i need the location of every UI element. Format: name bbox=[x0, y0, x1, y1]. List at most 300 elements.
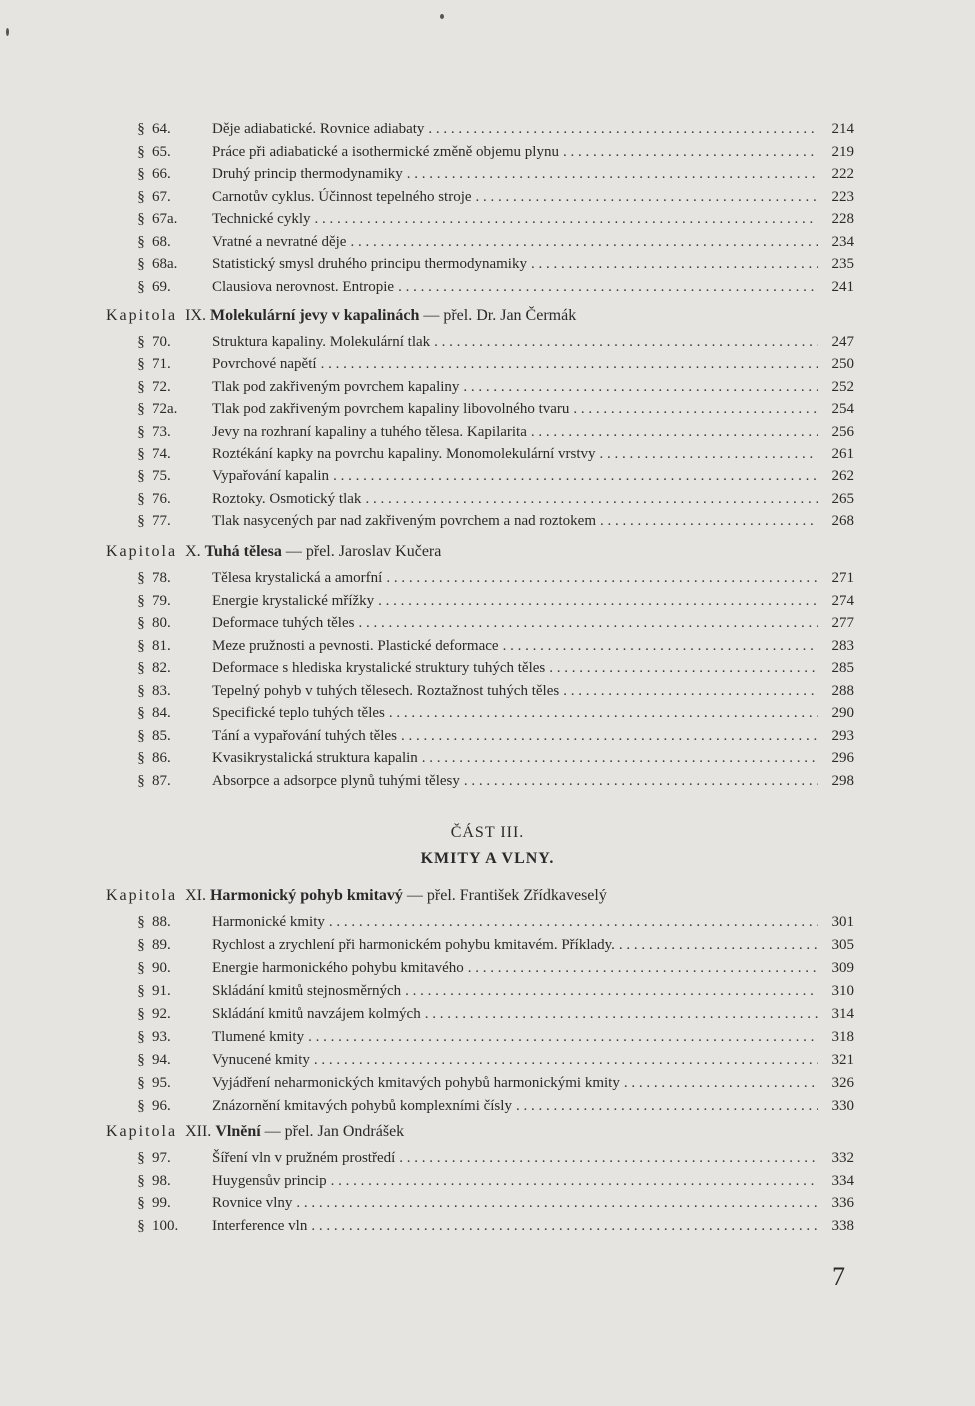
toc-entry bbox=[0, 208, 975, 230]
toc-entry bbox=[0, 1026, 975, 1048]
section-mark: § bbox=[137, 401, 145, 418]
toc-entry bbox=[0, 186, 975, 208]
entry-row bbox=[212, 1026, 854, 1048]
entry-row bbox=[212, 657, 854, 679]
entry-page: 214 bbox=[831, 121, 854, 137]
entry-page: 285 bbox=[831, 660, 854, 676]
entry-row bbox=[212, 465, 854, 487]
section-mark: § bbox=[137, 1150, 145, 1166]
section-number bbox=[130, 911, 200, 933]
entry-page: 321 bbox=[831, 1052, 854, 1068]
entry-title: Specifické teplo tuhých těles bbox=[212, 705, 385, 721]
dot-leader bbox=[425, 1003, 818, 1025]
section-num: 90. bbox=[152, 960, 171, 976]
dot-leader bbox=[378, 590, 818, 612]
dot-leader bbox=[549, 657, 818, 679]
entry-row bbox=[212, 231, 854, 253]
entry-title: Energie harmonického pohybu kmitavého bbox=[212, 960, 464, 976]
entry-row bbox=[212, 911, 854, 933]
chapter-title: Molekulární jevy v kapalinách bbox=[209, 307, 420, 324]
entry-title: Energie krystalické mřížky bbox=[212, 592, 375, 609]
section-num: 78. bbox=[152, 570, 171, 586]
entry-row bbox=[212, 702, 854, 724]
section-number bbox=[130, 612, 200, 634]
entry-title: Rovnice vlny bbox=[212, 1195, 293, 1211]
entry-row bbox=[212, 567, 854, 589]
print-speck bbox=[6, 28, 9, 36]
dot-leader bbox=[531, 421, 818, 443]
toc-entry bbox=[0, 590, 975, 612]
dot-leader bbox=[531, 253, 818, 275]
dot-leader bbox=[358, 612, 818, 634]
entry-row bbox=[212, 612, 854, 634]
entry-title: Huygensův princip bbox=[212, 1172, 327, 1189]
chapter-translator: — přel. Jan Ondrášek bbox=[264, 1123, 405, 1140]
entry-page: 268 bbox=[831, 513, 854, 530]
section-mark: § bbox=[137, 233, 145, 250]
section-mark: § bbox=[137, 682, 145, 699]
part-label: ČÁST III. bbox=[450, 824, 525, 841]
toc-entry bbox=[0, 331, 975, 353]
entry-row bbox=[212, 276, 854, 298]
toc-entry bbox=[0, 680, 975, 702]
entry-title: Druhý princip thermodynamiky bbox=[212, 166, 403, 182]
entry-title: Deformace s hlediska krystalické struktury tuhých těles bbox=[212, 660, 546, 676]
section-mark: § bbox=[137, 592, 145, 609]
entry-row bbox=[212, 934, 854, 956]
entry-page: 261 bbox=[831, 446, 854, 462]
dot-leader bbox=[573, 398, 818, 420]
section-number bbox=[130, 657, 200, 679]
section-number bbox=[130, 443, 200, 465]
entry-page: 298 bbox=[831, 772, 854, 789]
chapter-label: Kapitola bbox=[106, 307, 178, 324]
entry-title: Statistický smysl druhého principu thermodynamiky bbox=[212, 256, 527, 272]
section-number bbox=[130, 118, 200, 140]
entry-page: 330 bbox=[831, 1098, 854, 1114]
section-num: 72. bbox=[152, 378, 171, 395]
section-number bbox=[130, 725, 200, 747]
entry-row bbox=[212, 1147, 854, 1169]
dot-leader bbox=[563, 141, 818, 163]
chapter-label: Kapitola bbox=[106, 1123, 178, 1140]
toc-entry bbox=[0, 353, 975, 375]
dot-leader bbox=[600, 510, 818, 532]
section-mark: § bbox=[137, 1195, 145, 1211]
section-num: 67. bbox=[152, 188, 171, 205]
toc-entry bbox=[0, 1049, 975, 1071]
toc-entry bbox=[0, 980, 975, 1002]
section-mark: § bbox=[137, 334, 145, 350]
entry-page: 219 bbox=[831, 143, 854, 160]
entry-page: 301 bbox=[831, 914, 854, 930]
entry-title: Meze pružnosti a pevnosti. Plastické deformace bbox=[212, 637, 499, 654]
section-mark: § bbox=[137, 705, 145, 721]
entry-row bbox=[212, 118, 854, 140]
section-mark: § bbox=[137, 256, 145, 272]
dot-leader bbox=[398, 276, 818, 298]
section-mark: § bbox=[137, 513, 145, 530]
entry-row bbox=[212, 376, 854, 398]
entry-row bbox=[212, 957, 854, 979]
dot-leader bbox=[365, 488, 818, 510]
section-mark: § bbox=[137, 750, 145, 766]
section-number bbox=[130, 276, 200, 298]
section-num: 92. bbox=[152, 1006, 171, 1022]
toc-entry bbox=[0, 1192, 975, 1214]
section-number bbox=[130, 1026, 200, 1048]
dot-leader bbox=[624, 1072, 818, 1094]
entry-title: Deformace tuhých těles bbox=[212, 615, 355, 631]
entry-page: 309 bbox=[831, 960, 854, 976]
entry-title: Vynucené kmity bbox=[212, 1052, 310, 1068]
entry-title: Vratné a nevratné děje bbox=[212, 233, 347, 250]
section-number bbox=[130, 510, 200, 532]
toc-entry bbox=[0, 276, 975, 298]
section-num: 97. bbox=[152, 1150, 171, 1166]
entry-page: 326 bbox=[831, 1075, 854, 1091]
entry-page: 254 bbox=[831, 401, 854, 418]
entry-page: 271 bbox=[831, 570, 854, 586]
section-mark: § bbox=[137, 143, 145, 160]
dot-leader bbox=[428, 118, 818, 140]
entry-title: Jevy na rozhraní kapaliny a tuhého tělesa. Kapilarita bbox=[212, 423, 527, 440]
section-number bbox=[130, 353, 200, 375]
entry-title: Tlak pod zakřiveným povrchem kapaliny bbox=[212, 378, 460, 395]
section-mark: § bbox=[137, 1029, 145, 1045]
entry-page: 252 bbox=[831, 378, 854, 395]
section-num: 74. bbox=[152, 446, 171, 462]
entry-title: Technické cykly bbox=[212, 211, 311, 227]
section-number bbox=[130, 1147, 200, 1169]
entry-page: 314 bbox=[831, 1006, 854, 1022]
dot-leader bbox=[516, 1095, 818, 1117]
entry-page: 338 bbox=[831, 1217, 854, 1234]
entry-title: Tlak pod zakřiveným povrchem kapaliny libovolného tvaru bbox=[212, 401, 570, 418]
entry-title: Povrchové napětí bbox=[212, 356, 317, 373]
section-num: 89. bbox=[152, 937, 171, 953]
dot-leader bbox=[468, 957, 818, 979]
entry-page: 247 bbox=[831, 334, 854, 350]
section-number bbox=[130, 1192, 200, 1214]
entry-row bbox=[212, 725, 854, 747]
section-mark: § bbox=[137, 615, 145, 631]
entry-page: 296 bbox=[831, 750, 854, 766]
entry-title: Tlumené kmity bbox=[212, 1029, 305, 1045]
section-number bbox=[130, 141, 200, 163]
chapter-heading-xii bbox=[106, 1120, 404, 1144]
section-mark: § bbox=[137, 1217, 145, 1234]
entry-row bbox=[212, 1095, 854, 1117]
section-number bbox=[130, 186, 200, 208]
toc-entry bbox=[0, 141, 975, 163]
toc-entry bbox=[0, 118, 975, 140]
toc-entry bbox=[0, 1072, 975, 1094]
toc-entry bbox=[0, 1147, 975, 1169]
dot-leader bbox=[331, 1170, 818, 1192]
toc-entry bbox=[0, 398, 975, 420]
toc-entry bbox=[0, 770, 975, 792]
chapter-translator: — přel. Jaroslav Kučera bbox=[285, 543, 442, 560]
dot-leader bbox=[386, 567, 818, 589]
entry-row bbox=[212, 635, 854, 657]
section-number bbox=[130, 465, 200, 487]
section-num: 64. bbox=[152, 121, 171, 137]
toc-entry bbox=[0, 443, 975, 465]
section-num: 94. bbox=[152, 1052, 171, 1068]
chapter-title: Vlnění bbox=[215, 1123, 261, 1140]
section-mark: § bbox=[137, 423, 145, 440]
entry-title: Tání a vypařování tuhých těles bbox=[212, 727, 397, 744]
dot-leader bbox=[464, 770, 818, 792]
section-mark: § bbox=[137, 356, 145, 373]
dot-leader bbox=[311, 1215, 818, 1237]
section-mark: § bbox=[137, 914, 145, 930]
section-mark: § bbox=[137, 727, 145, 744]
dot-leader bbox=[434, 331, 818, 353]
toc-entry bbox=[0, 1215, 975, 1237]
section-mark: § bbox=[137, 188, 145, 205]
entry-title: Práce při adiabatické a isothermické změně objemu plynu bbox=[212, 143, 559, 160]
dot-leader bbox=[422, 747, 818, 769]
toc-entry bbox=[0, 612, 975, 634]
chapter-heading-x bbox=[106, 540, 441, 564]
section-num: 77. bbox=[152, 513, 171, 530]
chapter-title: Tuhá tělesa bbox=[204, 543, 282, 560]
section-number bbox=[130, 1072, 200, 1094]
toc-entry bbox=[0, 253, 975, 275]
section-number bbox=[130, 747, 200, 769]
dot-leader bbox=[315, 208, 819, 230]
toc-entry bbox=[0, 1095, 975, 1117]
entry-row bbox=[212, 747, 854, 769]
dot-leader bbox=[321, 353, 818, 375]
entry-page: 336 bbox=[831, 1195, 854, 1211]
section-mark: § bbox=[137, 1172, 145, 1189]
section-number bbox=[130, 567, 200, 589]
entry-title: Rychlost a zrychlení při harmonickém pohybu kmitavém. Příklady. bbox=[212, 937, 615, 953]
section-num: 82. bbox=[152, 660, 171, 676]
toc-entry bbox=[0, 657, 975, 679]
dot-leader bbox=[503, 635, 818, 657]
toc-entry bbox=[0, 747, 975, 769]
chapter-heading-ix bbox=[106, 304, 576, 328]
section-number bbox=[130, 163, 200, 185]
entry-page: 234 bbox=[831, 233, 854, 250]
section-num: 79. bbox=[152, 592, 171, 609]
section-number bbox=[130, 253, 200, 275]
section-num: 68. bbox=[152, 233, 171, 250]
entry-row bbox=[212, 141, 854, 163]
chapter-title: Harmonický pohyb kmitavý bbox=[209, 887, 403, 904]
dot-leader bbox=[619, 934, 818, 956]
entry-page: 277 bbox=[831, 615, 854, 631]
part-title: KMITY A VLNY. bbox=[420, 850, 555, 867]
section-mark: § bbox=[137, 1006, 145, 1022]
section-num: 87. bbox=[152, 772, 171, 789]
entry-row bbox=[212, 770, 854, 792]
entry-row bbox=[212, 421, 854, 443]
section-num: 88. bbox=[152, 914, 171, 930]
entry-page: 223 bbox=[831, 188, 854, 205]
toc-entry bbox=[0, 1170, 975, 1192]
toc-entry bbox=[0, 231, 975, 253]
section-mark: § bbox=[137, 983, 145, 999]
page-number: 7 bbox=[832, 1262, 845, 1291]
section-num: 72a. bbox=[152, 401, 178, 418]
section-number bbox=[130, 1003, 200, 1025]
entry-title: Roztékání kapky na povrchu kapaliny. Monomolekulární vrstvy bbox=[212, 446, 596, 462]
chapter-heading-xi bbox=[106, 884, 607, 908]
section-mark: § bbox=[137, 660, 145, 676]
entry-title: Interference vln bbox=[212, 1217, 308, 1234]
dot-leader bbox=[329, 911, 818, 933]
dot-leader bbox=[399, 1147, 818, 1169]
entry-row bbox=[212, 186, 854, 208]
section-num: 69. bbox=[152, 278, 171, 295]
section-num: 65. bbox=[152, 143, 171, 160]
section-mark: § bbox=[137, 570, 145, 586]
entry-page: 305 bbox=[831, 937, 854, 953]
entry-row bbox=[212, 1003, 854, 1025]
dot-leader bbox=[405, 980, 818, 1002]
toc-entry bbox=[0, 376, 975, 398]
toc-entry bbox=[0, 725, 975, 747]
section-num: 68a. bbox=[152, 256, 178, 272]
toc-entry bbox=[0, 934, 975, 956]
section-number bbox=[130, 208, 200, 230]
section-num: 91. bbox=[152, 983, 171, 999]
entry-page: 222 bbox=[831, 166, 854, 182]
dot-leader bbox=[389, 702, 818, 724]
entry-title: Kvasikrystalická struktura kapalin bbox=[212, 750, 418, 766]
entry-row bbox=[212, 590, 854, 612]
section-num: 84. bbox=[152, 705, 171, 721]
toc-entry bbox=[0, 911, 975, 933]
section-mark: § bbox=[137, 637, 145, 654]
chapter-translator: — přel. František Zřídkaveselý bbox=[406, 887, 607, 904]
section-number bbox=[130, 231, 200, 253]
entry-page: 310 bbox=[831, 983, 854, 999]
chapter-roman: X. bbox=[185, 543, 201, 560]
section-mark: § bbox=[137, 468, 145, 485]
section-number bbox=[130, 680, 200, 702]
entry-title: Šíření vln v pružném prostředí bbox=[212, 1150, 396, 1166]
section-mark: § bbox=[137, 1052, 145, 1068]
entry-title: Clausiova nerovnost. Entropie bbox=[212, 278, 395, 295]
dot-leader bbox=[401, 725, 818, 747]
section-num: 66. bbox=[152, 166, 171, 182]
entry-page: 262 bbox=[831, 468, 854, 485]
section-num: 83. bbox=[152, 682, 171, 699]
entry-row bbox=[212, 680, 854, 702]
dot-leader bbox=[600, 443, 818, 465]
toc-entry bbox=[0, 702, 975, 724]
entry-row bbox=[212, 1170, 854, 1192]
section-num: 76. bbox=[152, 490, 171, 507]
entry-row bbox=[212, 1192, 854, 1214]
dot-leader bbox=[463, 376, 818, 398]
dot-leader bbox=[476, 186, 818, 208]
toc-entry bbox=[0, 465, 975, 487]
chapter-translator: — přel. Dr. Jan Čermák bbox=[423, 307, 577, 324]
section-mark: § bbox=[137, 960, 145, 976]
section-num: 86. bbox=[152, 750, 171, 766]
entry-row bbox=[212, 1072, 854, 1094]
toc-entry bbox=[0, 567, 975, 589]
entry-page: 250 bbox=[831, 356, 854, 373]
section-number bbox=[130, 421, 200, 443]
dot-leader bbox=[407, 163, 818, 185]
entry-page: 290 bbox=[831, 705, 854, 721]
entry-row bbox=[212, 1215, 854, 1237]
entry-page: 228 bbox=[831, 211, 854, 227]
section-number bbox=[130, 1095, 200, 1117]
section-number bbox=[130, 934, 200, 956]
entry-row bbox=[212, 488, 854, 510]
dot-leader bbox=[350, 231, 818, 253]
entry-page: 288 bbox=[831, 682, 854, 699]
entry-row bbox=[212, 208, 854, 230]
dot-leader bbox=[296, 1192, 818, 1214]
chapter-label: Kapitola bbox=[106, 887, 178, 904]
section-mark: § bbox=[137, 121, 145, 137]
section-number bbox=[130, 1170, 200, 1192]
entry-page: 334 bbox=[831, 1172, 854, 1189]
entry-row bbox=[212, 443, 854, 465]
entry-page: 283 bbox=[831, 637, 854, 654]
section-mark: § bbox=[137, 166, 145, 182]
entry-page: 332 bbox=[831, 1150, 854, 1166]
section-mark: § bbox=[137, 446, 145, 462]
entry-page: 318 bbox=[831, 1029, 854, 1045]
section-mark: § bbox=[137, 490, 145, 507]
section-num: 95. bbox=[152, 1075, 171, 1091]
section-num: 73. bbox=[152, 423, 171, 440]
section-num: 70. bbox=[152, 334, 171, 350]
entry-title: Skládání kmitů navzájem kolmých bbox=[212, 1006, 421, 1022]
section-num: 85. bbox=[152, 727, 171, 744]
entry-title: Struktura kapaliny. Molekulární tlak bbox=[212, 334, 431, 350]
section-num: 75. bbox=[152, 468, 171, 485]
entry-title: Tělesa krystalická a amorfní bbox=[212, 570, 383, 586]
section-number bbox=[130, 980, 200, 1002]
entry-title: Roztoky. Osmotický tlak bbox=[212, 490, 362, 507]
section-mark: § bbox=[137, 378, 145, 395]
dot-leader bbox=[314, 1049, 818, 1071]
entry-title: Tlak nasycených par nad zakřiveným povrchem a nad roztokem bbox=[212, 513, 597, 530]
entry-title: Absorpce a adsorpce plynů tuhými tělesy bbox=[212, 772, 460, 789]
section-number bbox=[130, 398, 200, 420]
entry-title: Skládání kmitů stejnosměrných bbox=[212, 983, 402, 999]
dot-leader bbox=[563, 680, 818, 702]
entry-title: Carnotův cyklus. Účinnost tepelného stroje bbox=[212, 188, 472, 205]
section-number bbox=[130, 770, 200, 792]
section-mark: § bbox=[137, 211, 145, 227]
section-number bbox=[130, 376, 200, 398]
entry-row bbox=[212, 1049, 854, 1071]
section-number bbox=[130, 1049, 200, 1071]
toc-entry bbox=[0, 421, 975, 443]
entry-row bbox=[212, 331, 854, 353]
entry-row bbox=[212, 510, 854, 532]
section-number bbox=[130, 957, 200, 979]
section-num: 98. bbox=[152, 1172, 171, 1189]
section-num: 96. bbox=[152, 1098, 171, 1114]
toc-entry bbox=[0, 957, 975, 979]
entry-title: Znázornění kmitavých pohybů komplexními čísly bbox=[212, 1098, 512, 1114]
chapter-label: Kapitola bbox=[106, 543, 178, 560]
